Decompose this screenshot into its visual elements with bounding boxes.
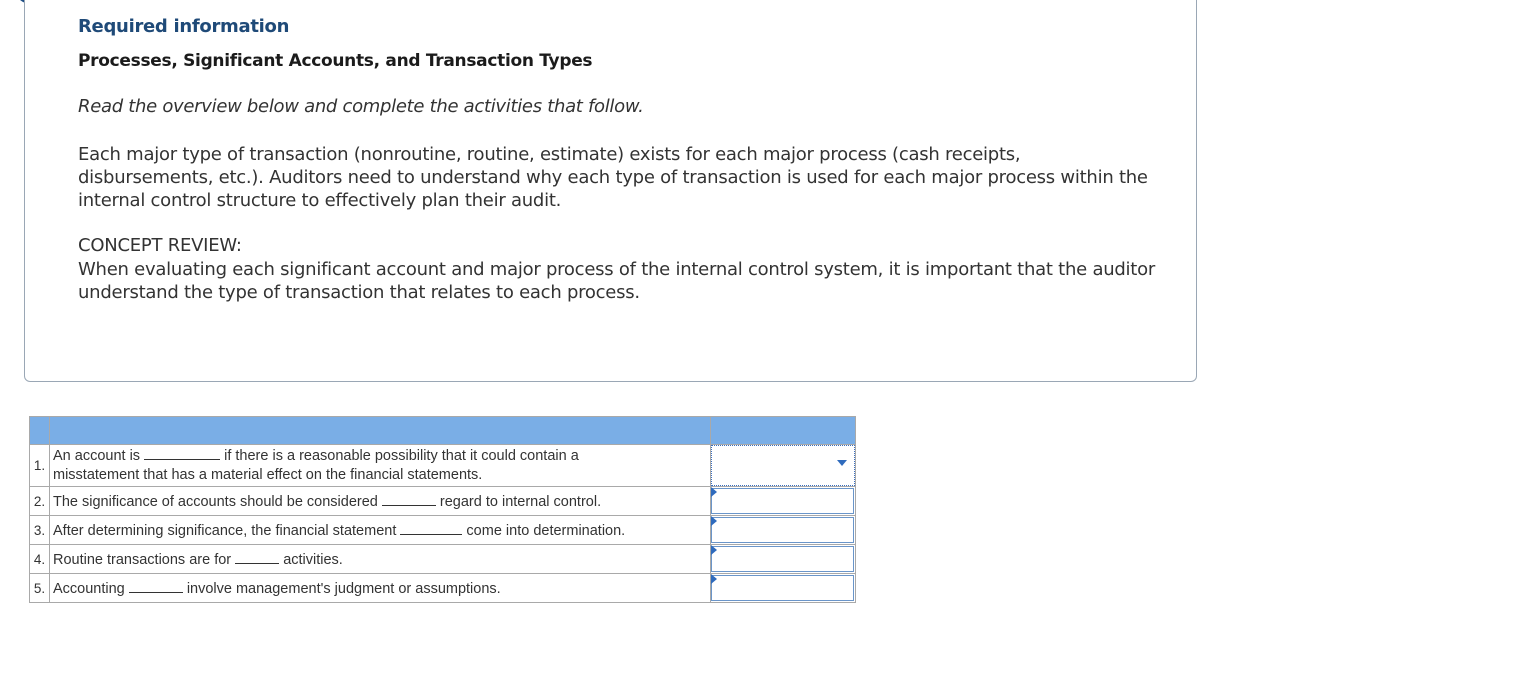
answer-dropdown-2[interactable] — [711, 488, 854, 514]
header-cell-number — [30, 417, 50, 445]
blank-line — [235, 551, 279, 564]
answer-cell — [711, 574, 856, 603]
statement-text-before: The significance of accounts should be considered — [53, 493, 378, 510]
statement-text-after: if there is a reasonable possibility that it could contain a — [224, 447, 579, 464]
blank-line — [382, 493, 436, 506]
table-row — [30, 574, 856, 603]
answer-dropdown-3[interactable] — [711, 517, 854, 543]
row-number: 5. — [30, 574, 50, 603]
answer-cell — [711, 516, 856, 545]
instruction-text: Read the overview below and complete the activities that follow. — [78, 96, 644, 117]
fill-in-table — [29, 416, 856, 603]
answer-cell — [711, 445, 856, 487]
triangle-right-flag-icon — [711, 574, 717, 584]
statement-cell — [50, 574, 711, 603]
statement-text-before: Accounting — [53, 580, 125, 597]
header-cell-statement — [50, 417, 711, 445]
statement-text-after: regard to internal control. — [439, 493, 602, 510]
statement-text-before: Routine transactions are for — [53, 551, 232, 568]
answer-dropdown-4[interactable] — [711, 546, 854, 572]
row-number: 3. — [30, 516, 50, 545]
triangle-down-icon[interactable] — [837, 460, 847, 466]
answer-dropdown-1[interactable] — [711, 445, 855, 486]
statement-text-line2: misstatement that has a material effect on the financial statements. — [53, 466, 483, 483]
statement-cell — [50, 487, 711, 516]
blank-line — [144, 447, 220, 460]
statement-cell — [50, 445, 711, 487]
table-row — [30, 445, 856, 487]
triangle-right-flag-icon — [711, 487, 717, 497]
statement-text-after: involve management's judgment or assumptions. — [186, 580, 501, 597]
statement-cell — [50, 545, 711, 574]
statement-text-before: An account is — [53, 447, 141, 464]
concept-review-body: When evaluating each significant account and major process of the internal control system, it is important that the auditor understand the type of transaction that relates to each process. — [78, 259, 1156, 303]
answer-cell — [711, 545, 856, 574]
overview-paragraph: Each major type of transaction (nonroutine, routine, estimate) exists for each major process (cash receipts, disbursements, etc.). Auditors need to understand why each type of transaction is used for each major process within the internal control structure to effectively plan their audit. — [78, 144, 1148, 211]
table-row — [30, 545, 856, 574]
statement-cell — [50, 516, 711, 545]
answer-dropdown-5[interactable] — [711, 575, 854, 601]
table-row — [30, 516, 856, 545]
header-cell-answer — [711, 417, 856, 445]
statement-text-before: After determining significance, the financial statement — [53, 522, 397, 539]
row-number: 4. — [30, 545, 50, 574]
required-information-title: Required information — [78, 16, 290, 37]
row-number: 2. — [30, 487, 50, 516]
row-number: 1. — [30, 445, 50, 487]
table-header-row — [30, 417, 856, 445]
statement-text-after: come into determination. — [466, 522, 626, 539]
table-row — [30, 487, 856, 516]
blank-line — [129, 580, 183, 593]
section-subtitle: Processes, Significant Accounts, and Transaction Types — [78, 51, 593, 71]
triangle-right-flag-icon — [711, 516, 717, 526]
triangle-right-flag-icon — [711, 545, 717, 555]
statement-text-after: activities. — [283, 551, 343, 568]
concept-review-heading: CONCEPT REVIEW: — [78, 235, 242, 256]
answer-cell — [711, 487, 856, 516]
blank-line — [400, 522, 462, 535]
